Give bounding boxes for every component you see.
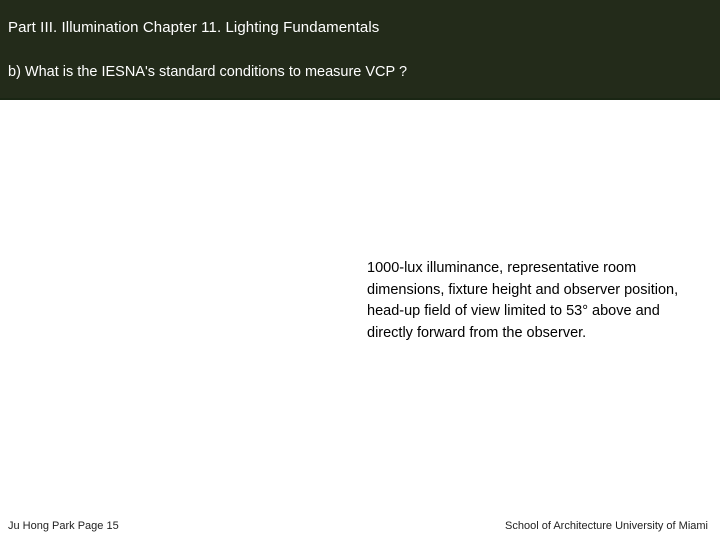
answer-text: 1000-lux illuminance, representative room dimensions, fixture height and observer position, head-up field of view limited to 53° above and directly forward from the observer. xyxy=(367,260,679,342)
header-bar xyxy=(0,0,720,100)
footer-institution: School of Architecture University of Miami xyxy=(505,520,708,532)
slide-title: Part III. Illumination Chapter 11. Lighting Fundamentals xyxy=(8,19,380,36)
question-text: b) What is the IESNA's standard conditions to measure VCP ? xyxy=(8,64,408,80)
footer-author-page: Ju Hong Park Page 15 xyxy=(8,520,119,532)
